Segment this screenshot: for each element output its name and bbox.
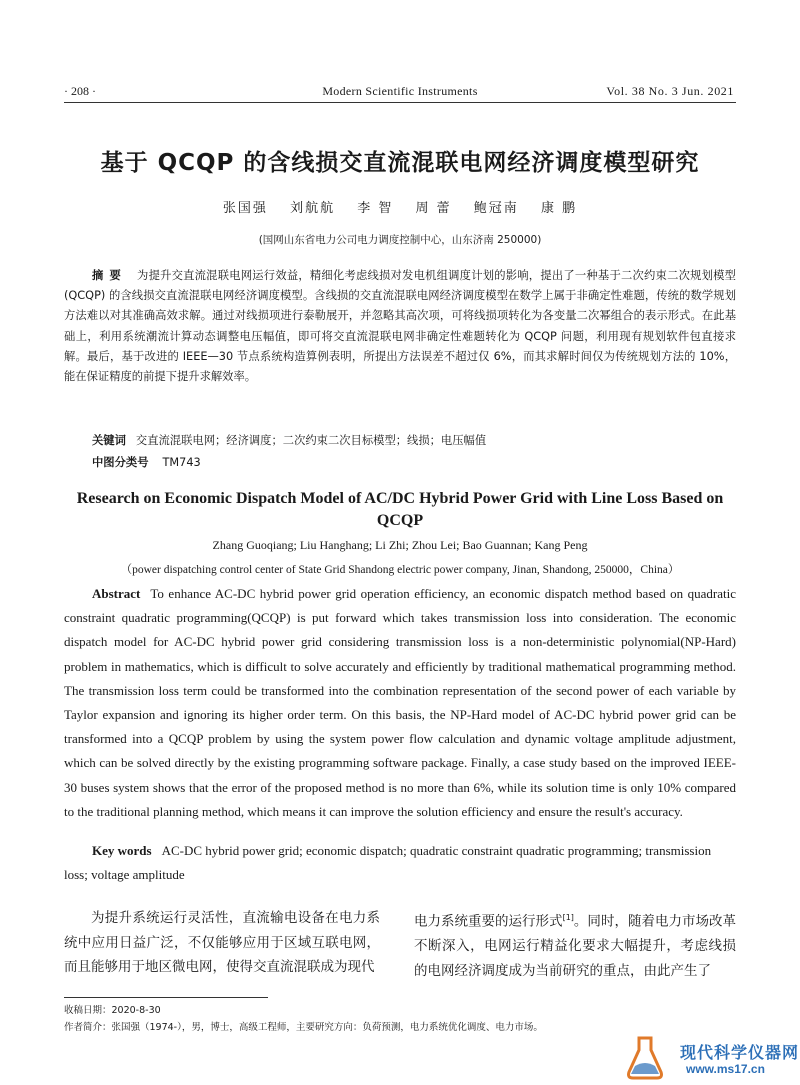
authors-zh [0,197,800,216]
abstract-zh-label: 摘要 [92,269,128,282]
journal-name: Modern Scientific Instruments [322,84,478,98]
body-right-text: 电力系统重要的运行形式 [414,913,563,930]
abstract-en-label: Abstract [92,586,141,601]
header-rule [64,102,736,103]
page-number: · 208 · [64,84,96,98]
clc-zh [92,454,201,470]
author-zh: 鲍冠南 [473,201,519,216]
authors-en: Zhang Guoqiang; Liu Hanghang; Li Zhi; Zhou Lei; Bao Guannan; Kang Peng [212,538,588,552]
abstract-en [64,582,736,824]
keywords-en-text: AC-DC hybrid power grid; economic dispatch; quadratic constraint quadratic programming; transmission loss; voltage amplitude [64,843,712,883]
journal-issue: Vol. 38 No. 3 Jun. 2021 [606,84,734,98]
body-column-right [414,906,736,983]
keywords-en [64,839,736,887]
clc-zh-label: 中图分类号 [92,456,149,469]
body-right-text-cont: 。同时，随着电力市场改革不断深入，电网运行精益化要求大幅提升，考虑线损的电网经济调度成为当前研究的重点，由此产生了 [414,913,737,979]
author-zh: 康 鹏 [540,201,578,216]
abstract-en-text: To enhance AC-DC hybrid power grid operation efficiency, an economic dispatch method based on quadratic constraint quadratic programming(QCQP) is put forward which takes transmission loss into consideration. The economic dispatch model for AC-DC hybrid power grid considering transmission loss is a non-deterministic polynomial(NP-Hard) problem in mathematics, which is difficult to solve accurately and efficiently by traditional mathematical programming method. The transmission loss term could be transformed into the combination representation of the second power of each variable by Taylor expansion and ignoring its higher order term. On this basis, the NP-Hard model of AC-DC hybrid power grid can be transformed into a QCQP problem by using the system power flow calculation and dynamic voltage amplitude adjustment, which can be solved directly by the existing programming software package. Finally, a case study based on the improved IEEE-30 buses system shows that the error of the proposed method is no more than 6%, while its solution time is only 10% compared to the traditional planning method, which means it can improve the solution efficiency and ensure the result's accuracy. [64,586,736,819]
clc-zh-text: TM743 [162,456,201,469]
keywords-zh-text: 交直流混联电网；经济调度；二次约束二次目标模型；线损；电压幅值 [135,434,487,447]
abstract-zh-text: 为提升交直流混联电网运行效益，精细化考虑线损对发电机组调度计划的影响，提出了一种基于二次约束二次规划模型 (QCQP) 的含线损交直流混联电网经济调度模型。含线损的交直流混联电网经济调度模型在数学上属于非确定性难题，传统的数学规划方法难以对其准确高效求解。通过对线损项进行泰勒展开，并忽略其高次项，可将线损项转化为各变量二次幂组合的表示形式。在此基础上，利用系统潮流计算动态调整电压幅值，即可将交直流混联电网非确定性难题转化为 QCQP 问题，利用现有规划软件包直接求解。最后，基于改进的 IEEE—30 节点系统构造算例表明，所提出方法误差不超过仅 6%，而其求解时间仅为传统规划方法的 10%，能在保证精度的前提下提升求解效率。 [64,269,736,384]
keywords-zh [92,432,486,448]
footnote-author: 作者简介：张国强（1974-），男，博士，高级工程师，主要研究方向：负荷预测，电力系统优化调度、电力市场。 [64,1022,543,1033]
keywords-zh-label: 关键词 [92,434,126,447]
body-column-left: 为提升系统运行灵活性，直流输电设备在电力系统中应用日益广泛，不仅能够应用于区域互联电网，而且能够用于地区微电网，使得交直流混联成为现代 [64,910,380,976]
paper-title-en: Research on Economic Dispatch Model of AC/DC Hybrid Power Grid with Line Loss Based on QCQP [76,490,724,529]
watermark-url[interactable]: www.ms17.cn [686,1062,765,1076]
paper-title-zh: 基于 QCQP 的含线损交直流混联电网经济调度模型研究 [100,150,700,176]
footnote-received: 收稿日期：2020-8-30 [64,1005,161,1016]
author-zh: 周 蕾 [415,201,452,216]
keywords-en-label: Key words [92,843,152,858]
author-zh: 张国强 [222,201,268,216]
footnote-rule [64,997,268,998]
abstract-zh [64,266,736,387]
watermark-name: 现代科学仪器网 [680,1043,800,1062]
citation-ref[interactable]: [1] [562,913,574,922]
affiliation-zh: (国网山东省电力公司电力调度控制中心，山东济南 250000) [258,234,542,246]
author-zh: 李 智 [357,201,394,216]
affiliation-en: （power dispatching control center of State Grid Shandong electric power company, Jinan, Shandong, 250000，China） [120,564,680,576]
author-zh: 刘航航 [290,201,336,216]
